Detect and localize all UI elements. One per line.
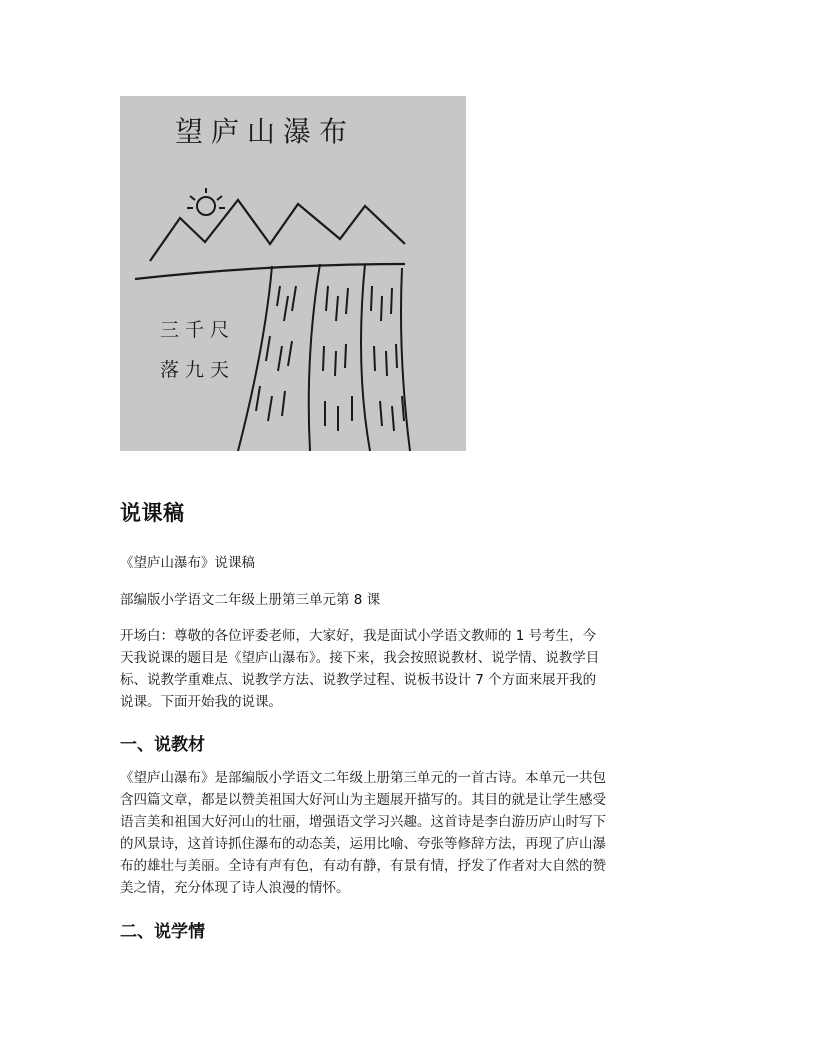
sketch-image (120, 96, 466, 451)
section-2-heading: 二、说学情 (120, 922, 205, 942)
mountains-line (150, 200, 405, 261)
section-1-line: 含四篇文章，都是以赞美祖国大好河山为主题展开描写的。其目的就是让学生感受 (120, 792, 606, 808)
sun-icon (187, 188, 225, 215)
intro-paragraph (120, 625, 700, 713)
section-1-line: 的风景诗，这首诗抓住瀑布的动态美，运用比喻、夸张等修辞方法，再现了庐山瀑 (120, 836, 606, 852)
edition-line: 部编版小学语文二年级上册第三单元第 8 课 (120, 592, 381, 608)
section-1-heading: 一、说教材 (120, 735, 205, 755)
waterfall-drawing (120, 96, 466, 451)
subtitle: 《望庐山瀑布》说课稿 (120, 555, 255, 571)
sketch-line-2: 落九天 (160, 359, 236, 381)
sketch-title: 望庐山瀑布 (175, 115, 356, 148)
section-1-line: 布的雄壮与美丽。全诗有声有色，有动有静，有景有情，抒发了作者对大自然的赞 (120, 858, 606, 874)
intro-line: 说课。下面开始我的说课。 (120, 694, 282, 710)
page-title: 说课稿 (120, 501, 185, 525)
section-1-line: 《望庐山瀑布》是部编版小学语文二年级上册第三单元的一首古诗。本单元一共包 (120, 770, 606, 786)
waterfall-lines (238, 264, 410, 451)
section-1-paragraph (120, 767, 700, 899)
intro-line: 天我说课的题目是《望庐山瀑布》。接下来，我会按照说教材、说学情、说教学目 (120, 650, 600, 666)
intro-line: 开场白：尊敬的各位评委老师，大家好，我是面试小学语文教师的 1 号考生，今 (120, 628, 597, 644)
intro-line: 标、说教学重难点、说教学方法、说教学过程、说板书设计 7 个方面来展开我的 (120, 672, 597, 688)
section-1-line: 语言美和祖国大好河山的壮丽，增强语文学习兴趣。这首诗是李白游历庐山时写下 (120, 814, 606, 830)
sketch-line-1: 三千尺 (160, 319, 236, 341)
section-1-line: 美之情，充分体现了诗人浪漫的情怀。 (120, 880, 350, 896)
